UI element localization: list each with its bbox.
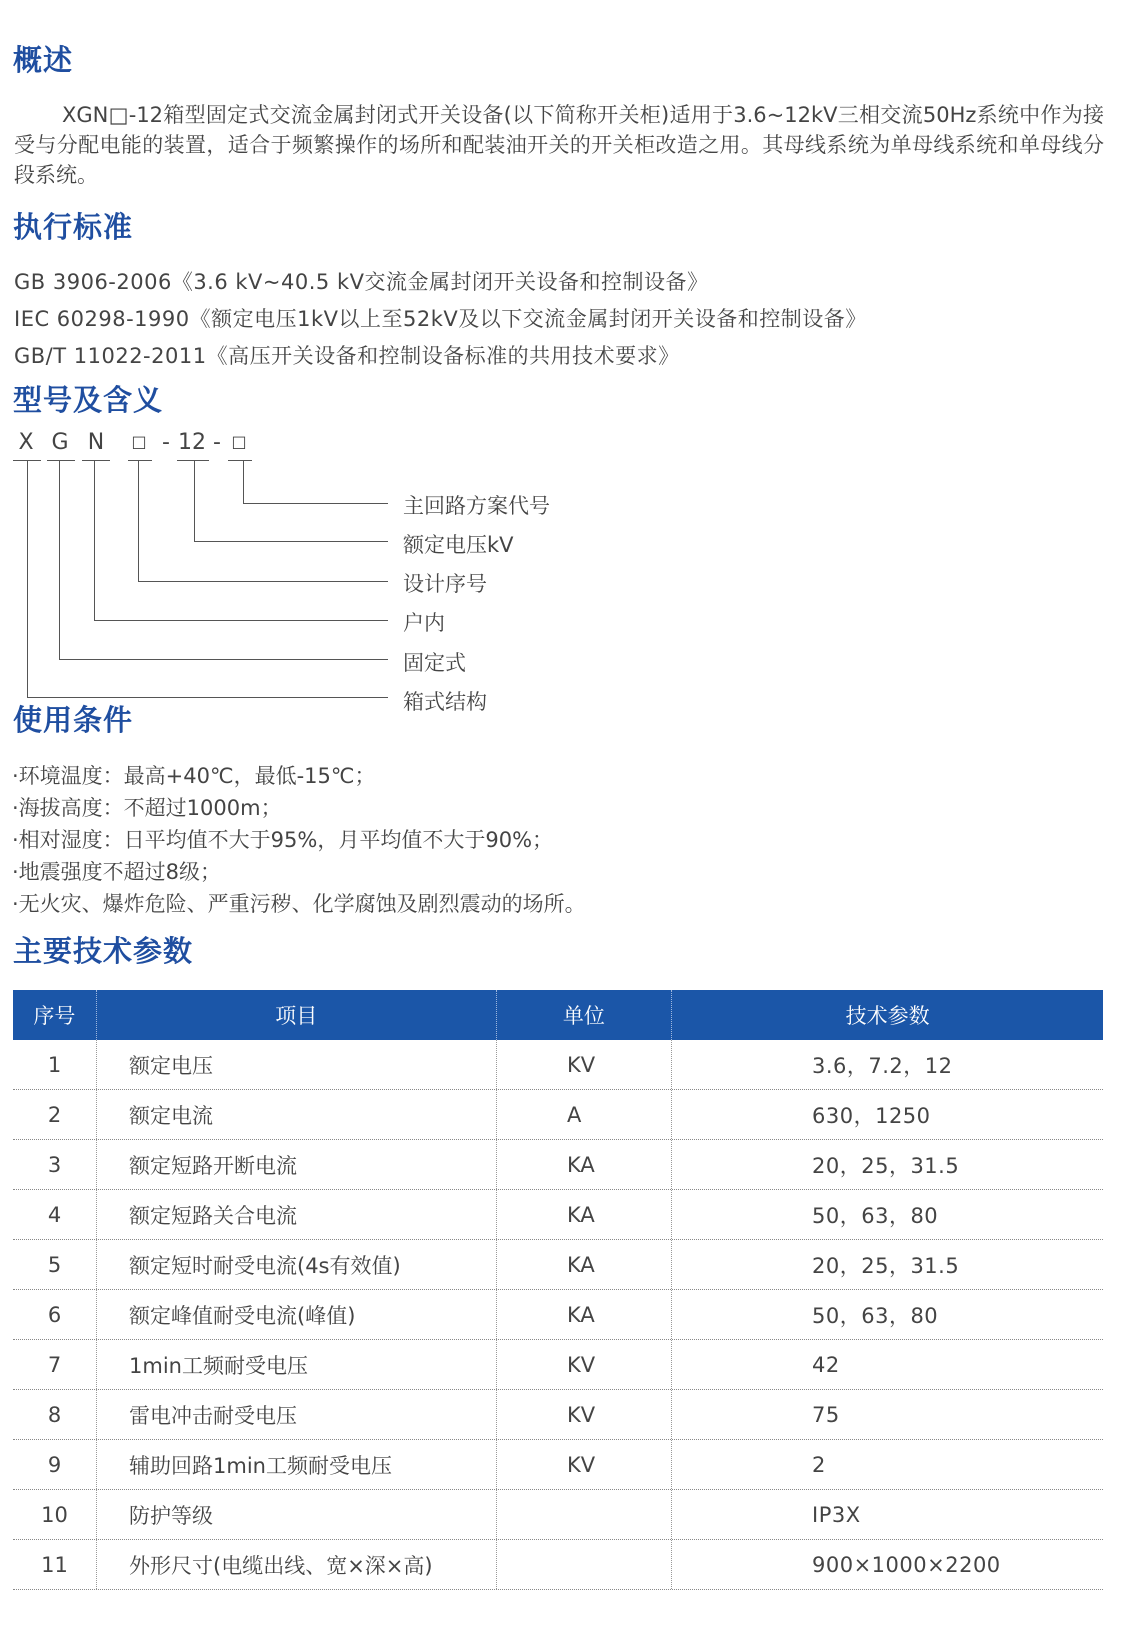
cell-index: 10 — [41, 1502, 68, 1527]
connector — [94, 460, 95, 620]
cell-unit: KA — [496, 1140, 671, 1189]
col-header-unit: 单位 — [496, 990, 672, 1040]
col-header-item: 项目 — [96, 990, 496, 1040]
table-row — [13, 1290, 1103, 1340]
connector — [243, 503, 388, 504]
model-char-g: G — [51, 430, 69, 455]
cell-unit: KA — [496, 1290, 671, 1339]
model-label: 额定电压kV — [403, 533, 514, 557]
model-char-dash: - — [162, 430, 170, 455]
cell-item: 额定短路关合电流 — [96, 1190, 496, 1239]
model-label: 户内 — [403, 611, 445, 635]
table-row — [13, 1190, 1103, 1240]
model-label: 设计序号 — [403, 572, 487, 596]
table-row — [13, 1240, 1103, 1290]
overview-text: XGN□-12箱型固定式交流金属封闭式开关设备(以下简称开关柜)适用于3.6~12kV三相交流50Hz系统中作为接受与分配电能的装置，适合于频繁操作的场所和配装油开关的开关柜改造之用。其母线系统为单母线系统和单母线分段系统。 — [14, 103, 1104, 187]
cell-item: 雷电冲击耐受电压 — [96, 1390, 496, 1439]
model-char-n: N — [87, 430, 105, 455]
table-row — [13, 1440, 1103, 1490]
cell-index: 6 — [47, 1302, 62, 1327]
standard-item: IEC 60298-1990《额定电压1kV以上至52kV及以下交流金属封闭开关设备和控制设备》 — [14, 307, 867, 331]
cell-value: 900×1000×2200 — [671, 1540, 1103, 1589]
cell-value: 42 — [671, 1340, 1103, 1389]
overview-heading: 概述 — [13, 43, 74, 77]
cell-value: 3.6，7.2，12 — [671, 1040, 1103, 1089]
connector — [138, 460, 139, 581]
cell-value: 75 — [671, 1390, 1103, 1439]
condition-item: ·地震强度不超过8级； — [12, 860, 222, 884]
table-header — [13, 990, 1103, 1040]
cell-unit: KV — [496, 1040, 671, 1089]
cell-index: 3 — [47, 1152, 62, 1177]
cell-item: 1min工频耐受电压 — [96, 1340, 496, 1389]
params-table — [13, 990, 1103, 1590]
cell-item: 外形尺寸(电缆出线、宽×深×高) — [96, 1540, 496, 1589]
connector — [94, 620, 388, 621]
underline — [47, 460, 75, 461]
cell-item: 额定短路开断电流 — [96, 1140, 496, 1189]
underline — [228, 460, 252, 461]
connector — [138, 581, 388, 582]
cell-value: 630，1250 — [671, 1090, 1103, 1139]
model-char-box2: □ — [231, 432, 247, 451]
cell-item: 额定峰值耐受电流(峰值) — [96, 1290, 496, 1339]
model-label: 主回路方案代号 — [403, 494, 550, 518]
standard-item: GB 3906-2006《3.6 kV~40.5 kV交流金属封闭开关设备和控制设备》 — [14, 270, 709, 294]
cell-value: 20，25，31.5 — [671, 1140, 1103, 1189]
cell-index: 7 — [47, 1352, 62, 1377]
connector — [59, 460, 60, 659]
connector — [27, 460, 28, 697]
model-label: 固定式 — [403, 651, 466, 675]
cell-index: 1 — [47, 1052, 62, 1077]
table-row — [13, 1540, 1103, 1590]
col-header-value: 技术参数 — [671, 990, 1103, 1040]
cell-item: 辅助回路1min工频耐受电压 — [96, 1440, 496, 1489]
table-row — [13, 1390, 1103, 1440]
cell-index: 9 — [47, 1452, 62, 1477]
condition-item: ·无火灾、爆炸危险、严重污秽、化学腐蚀及剧烈震动的场所。 — [12, 892, 586, 916]
cell-unit: KA — [496, 1190, 671, 1239]
model-char-x: X — [18, 430, 34, 455]
cell-value: 50，63，80 — [671, 1190, 1103, 1239]
cell-value: 20，25，31.5 — [671, 1240, 1103, 1289]
cell-unit — [496, 1490, 671, 1539]
cell-index: 11 — [41, 1552, 68, 1577]
conditions-heading: 使用条件 — [13, 703, 134, 737]
cell-unit: KV — [496, 1440, 671, 1489]
underline — [177, 460, 209, 461]
connector — [243, 460, 244, 503]
connector — [194, 541, 388, 542]
cell-unit: A — [496, 1090, 671, 1139]
col-header-index: 序号 — [33, 1004, 76, 1028]
cell-item: 额定短时耐受电流(4s有效值) — [96, 1240, 496, 1289]
cell-unit: KA — [496, 1240, 671, 1289]
cell-item: 防护等级 — [96, 1490, 496, 1539]
model-heading: 型号及含义 — [13, 383, 164, 417]
cell-value: 50，63，80 — [671, 1290, 1103, 1339]
cell-value: 2 — [671, 1440, 1103, 1489]
cell-value: IP3X — [671, 1490, 1103, 1539]
table-row — [13, 1490, 1103, 1540]
connector — [59, 659, 388, 660]
condition-item: ·相对湿度：日平均值不大于95%，月平均值不大于90%； — [12, 828, 554, 852]
model-label: 箱式结构 — [403, 690, 487, 714]
standard-item: GB/T 11022-2011《高压开关设备和控制设备标准的共用技术要求》 — [14, 344, 680, 368]
params-heading: 主要技术参数 — [13, 934, 194, 968]
cell-item: 额定电流 — [96, 1090, 496, 1139]
underline — [82, 460, 110, 461]
condition-item: ·环境温度：最高+40℃，最低-15℃； — [12, 764, 376, 788]
cell-index: 4 — [47, 1202, 62, 1227]
model-char-12: 12 — [178, 430, 206, 455]
cell-unit: KV — [496, 1340, 671, 1389]
table-row — [13, 1090, 1103, 1140]
underline — [128, 460, 152, 461]
cell-index: 2 — [47, 1102, 62, 1127]
cell-index: 5 — [47, 1252, 62, 1277]
connector — [194, 460, 195, 541]
standards-heading: 执行标准 — [13, 210, 134, 244]
cell-unit: KV — [496, 1390, 671, 1439]
table-row — [13, 1140, 1103, 1190]
cell-item: 额定电压 — [96, 1040, 496, 1089]
cell-index: 8 — [47, 1402, 62, 1427]
table-row — [13, 1040, 1103, 1090]
model-char-box: □ — [131, 432, 147, 451]
table-row — [13, 1340, 1103, 1390]
model-char-dash2: - — [213, 430, 221, 455]
cell-unit — [496, 1540, 671, 1589]
condition-item: ·海拔高度：不超过1000m； — [12, 796, 282, 820]
